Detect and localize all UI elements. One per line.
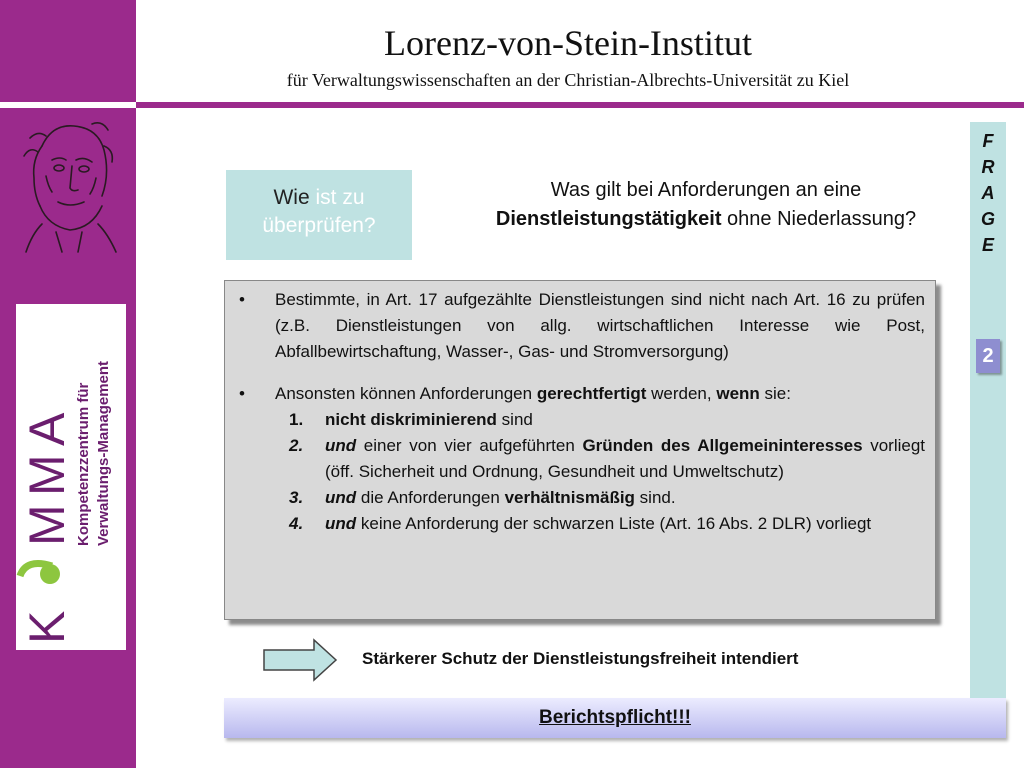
komma-logo [16,304,126,650]
logo-letter-m1: M [19,504,75,546]
list-item-text: einer von vier aufgeführten [356,436,583,455]
list-item [235,511,925,537]
list-item-lead: und [325,514,357,533]
list-number: 2. [289,436,304,455]
logo-line-1: Kompetenzzentrum für [75,382,92,546]
sidebar-divider [0,102,136,108]
bullet-2-bold-1: gerechtfertigt [536,384,647,403]
list-number: 4. [289,514,304,533]
page-title: Lorenz-von-Stein-Institut [384,23,752,63]
check-heading-part-3: überprüfen? [262,214,376,237]
portrait-illustration [12,116,124,258]
bullet-dot: • [239,384,245,403]
logo-letter-a: A [19,412,75,446]
list-item-bold: verhältnismäßig [504,488,635,507]
conclusion-text: Stärkerer Schutz der Dienstleistungsfreiheit intendiert [362,649,799,668]
bullet-2-bold-2: wenn [716,384,760,403]
page-subtitle: für Verwaltungswissenschaften an der Christian-Albrechts-Universität zu Kiel [286,70,850,90]
bullet-2-post: sie: [759,384,791,403]
frage-letter: F [982,131,994,151]
frage-number-badge: 2 [976,339,1000,373]
list-item [235,433,925,485]
frage-label [970,128,1006,258]
list-item-lead: und [325,436,357,455]
logo-letter-m2: M [19,454,75,496]
bullet-dot: • [239,290,245,309]
frage-letter: E [981,235,994,255]
list-item-bold: nicht diskriminierend [325,410,497,429]
bullet-2-mid: werden, [646,384,717,403]
list-item-lead: und [325,488,357,507]
reporting-banner-text: Berichtspflicht!!! [539,707,691,728]
bullet-item [235,287,925,365]
frage-letter: G [980,209,995,229]
list-item [235,407,925,433]
check-heading-part-1: Wie [273,186,316,209]
logo-letter-k: K [19,610,75,644]
frage-letter: A [981,183,995,203]
question-rest: ohne Niederlassung? [721,208,917,230]
question-bold: Dienstleistungstätigkeit [495,208,722,230]
list-item [235,485,925,511]
right-arrow-icon [262,638,338,682]
frage-letter: R [981,157,995,177]
header-rule [136,102,1024,108]
list-item-text: sind. [634,488,676,507]
content-box [224,280,936,620]
logo-line-2: Verwaltungs-Management [95,360,112,546]
question-line-1: Was gilt bei Anforderungen an eine [550,179,862,201]
check-heading-part-2: ist zu [315,186,365,209]
list-item-text: sind [496,410,533,429]
bullet-2-text: Ansonsten können Anforderungen [275,384,537,403]
bullet-1-text: Bestimmte, in Art. 17 aufgezählte Dienstleistungen sind nicht nach Art. 16 zu prüfen (z.B. Dienstleistungen von allg. wirtschaftlichen Interesse wie Post, Abfallbewirtschaftung, Wasser-, Gas- und Stromversorgung) [275,290,925,361]
list-item-text: keine Anforderung der schwarzen Liste (Art. 16 Abs. 2 DLR) vorliegt [356,514,872,533]
bullet-item [235,381,925,407]
list-number: 1. [289,410,304,429]
check-heading-box [226,170,412,260]
list-item-text: vorliegt (öff. Sicherheit und Ordnung, Gesundheit und Umweltschutz) [325,436,926,481]
list-number: 3. [289,488,304,507]
list-item-text: die Anforderungen [356,488,505,507]
question-text [456,176,956,234]
reporting-banner [224,698,1006,738]
list-item-bold: Gründen des Allgemeininteresses [582,436,863,455]
